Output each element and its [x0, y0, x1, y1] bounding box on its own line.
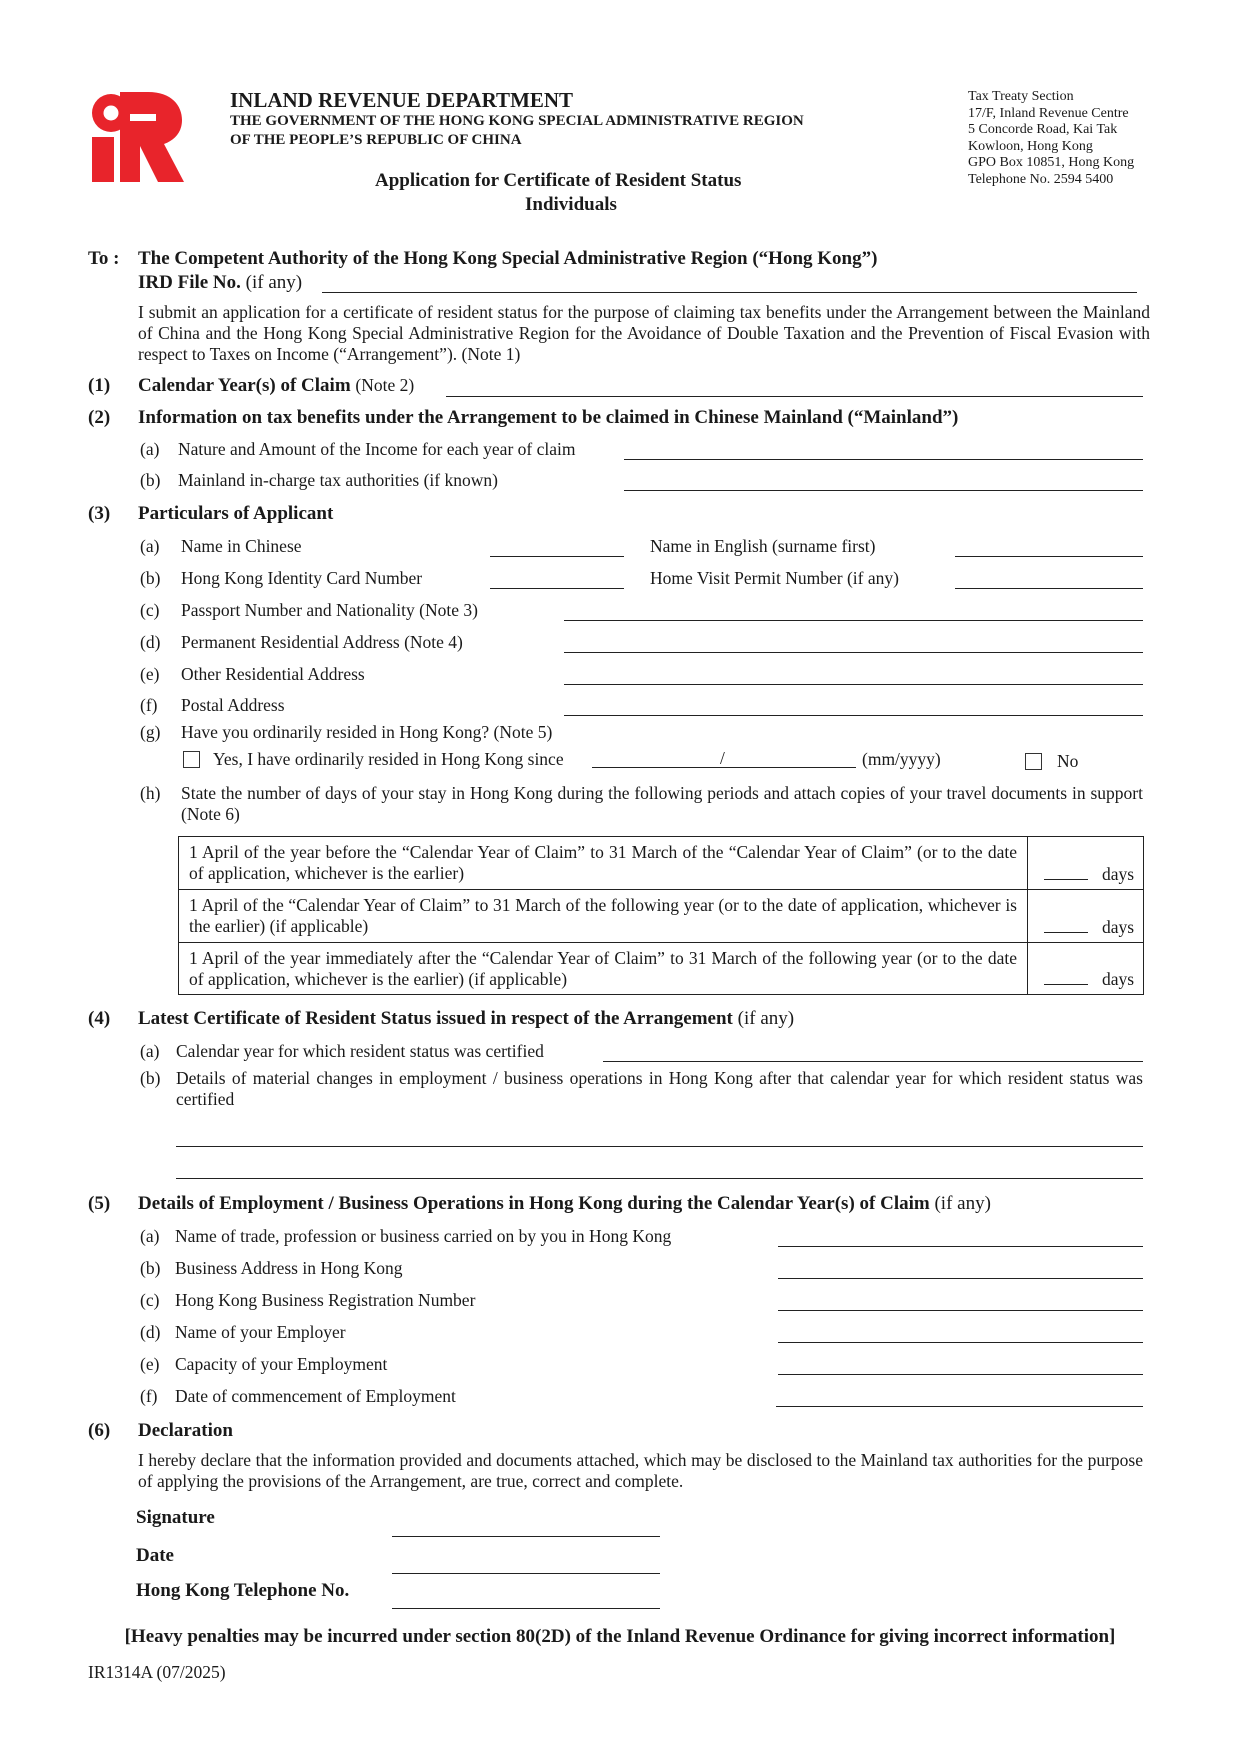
period-description: 1 April of the year before the “Calendar Year of Claim” to 31 March of the “Calendar Year of Claim” (or to the date of application, whichever is the earlier)	[179, 837, 1028, 890]
days-cell[interactable]	[1028, 837, 1144, 890]
item-label: (e)	[140, 1354, 160, 1374]
employer-name-label: Name of your Employer	[175, 1322, 346, 1342]
period-description: 1 April of the “Calendar Year of Claim” to 31 March of the following year (or to the date of application, whichever is the earlier) (if applicable)	[179, 890, 1028, 943]
item-label: (b)	[140, 1258, 161, 1278]
section6-number: (6)	[88, 1420, 111, 1441]
signature-field[interactable]	[392, 1536, 660, 1537]
office-address: Tax Treaty Section 17/F, Inland Revenue Centre 5 Concorde Road, Kai Tak Kowloon, Hong Kong GPO Box 10851, Hong Kong Telephone No. 2594 5400	[968, 89, 1135, 187]
section2-number: (2)	[88, 407, 111, 428]
penalty-warning: [Heavy penalties may be incurred under section 80(2D) of the Inland Revenue Ordinance for giving incorrect information]	[124, 1626, 1116, 1647]
resided-no-label: No	[1057, 751, 1079, 771]
ordinarily-resided-question: Have you ordinarily resided in Hong Kong? (Note 5)	[181, 722, 553, 742]
ird-file-label: IRD File No. (if any)	[138, 272, 303, 293]
government-line1: THE GOVERNMENT OF THE HONG KONG SPECIAL ADMINISTRATIVE REGION	[230, 113, 804, 129]
home-visit-permit-label: Home Visit Permit Number (if any)	[650, 568, 899, 588]
date-format-hint: (mm/yyyy)	[862, 749, 941, 769]
days-label: days	[1102, 969, 1135, 989]
passport-field[interactable]	[564, 620, 1143, 621]
period-description: 1 April of the year immediately after the “Calendar Year of Claim” to 31 March of the following year (or to the date of application, whichever is the earlier) (if applicable)	[179, 943, 1028, 995]
item-label: (b)	[140, 1068, 161, 1088]
days-row	[179, 943, 1144, 995]
form-code: IR1314A (07/2025)	[88, 1662, 226, 1682]
commencement-date-field[interactable]	[776, 1406, 1143, 1407]
resided-no-checkbox[interactable]	[1025, 753, 1042, 770]
passport-label: Passport Number and Nationality (Note 3)	[181, 600, 478, 620]
date-field[interactable]	[392, 1573, 660, 1574]
days-field[interactable]	[1044, 879, 1088, 880]
item-label: (c)	[140, 600, 160, 620]
business-address-field[interactable]	[778, 1278, 1143, 1279]
date-separator: /	[720, 748, 725, 768]
calendar-year-field[interactable]	[446, 396, 1143, 397]
authority-name: The Competent Authority of the Hong Kong Special Administrative Region (“Hong Kong”)	[138, 248, 878, 269]
employment-capacity-label: Capacity of your Employment	[175, 1354, 388, 1374]
section2-title: Information on tax benefits under the Arrangement to be claimed in Chinese Mainland (“Mainland”)	[138, 407, 959, 428]
item-label: (f)	[140, 695, 158, 715]
postal-address-label: Postal Address	[181, 695, 285, 715]
material-changes-field-2[interactable]	[176, 1178, 1143, 1179]
br-number-field[interactable]	[778, 1310, 1143, 1311]
date-label: Date	[136, 1545, 174, 1566]
days-row	[179, 890, 1144, 943]
br-number-label: Hong Kong Business Registration Number	[175, 1290, 476, 1310]
department-name: INLAND REVENUE DEPARTMENT	[230, 88, 574, 112]
material-changes-field-1[interactable]	[176, 1146, 1143, 1147]
name-english-field[interactable]	[955, 556, 1143, 557]
item-label: (b)	[140, 568, 161, 588]
material-changes-label: Details of material changes in employment / business operations in Hong Kong after that calendar year for which resident status was certified	[176, 1068, 1143, 1109]
item-label: (b)	[140, 470, 161, 490]
resided-yes-label: Yes, I have ordinarily resided in Hong Kong since	[213, 749, 564, 769]
section5-number: (5)	[88, 1193, 111, 1214]
home-visit-permit-field[interactable]	[955, 588, 1143, 589]
days-stay-instruction: State the number of days of your stay in Hong Kong during the following periods and attach copies of your travel documents in support (Note 6)	[181, 783, 1143, 824]
name-english-label: Name in English (surname first)	[650, 536, 876, 556]
other-address-label: Other Residential Address	[181, 664, 365, 684]
name-chinese-label: Name in Chinese	[181, 536, 302, 556]
commencement-date-label: Date of commencement of Employment	[175, 1386, 456, 1406]
item-label: (f)	[140, 1386, 158, 1406]
postal-address-field[interactable]	[564, 715, 1143, 716]
ird-logo	[90, 92, 184, 182]
item-label: (d)	[140, 1322, 161, 1342]
section6-title: Declaration	[138, 1420, 233, 1441]
section4-number: (4)	[88, 1008, 111, 1029]
signature-label: Signature	[136, 1507, 215, 1528]
days-stay-table	[178, 836, 1144, 995]
days-label: days	[1102, 917, 1135, 937]
item-label: (e)	[140, 664, 160, 684]
days-label: days	[1102, 864, 1135, 884]
phone-field[interactable]	[392, 1608, 660, 1609]
employer-name-field[interactable]	[778, 1342, 1143, 1343]
days-row	[179, 837, 1144, 890]
item-label: (a)	[140, 439, 160, 459]
trade-name-field[interactable]	[778, 1246, 1143, 1247]
declaration-text: I hereby declare that the information provided and documents attached, which may be disclosed to the Mainland tax authorities for the purpose of applying the provisions of the Arrangement, are true, correct and complete.	[138, 1450, 1143, 1491]
item-label: (g)	[140, 722, 161, 742]
phone-label: Hong Kong Telephone No.	[136, 1580, 350, 1601]
days-cell[interactable]	[1028, 890, 1144, 943]
ird-file-field[interactable]	[322, 292, 1137, 293]
item-label: (a)	[140, 536, 160, 556]
name-chinese-field[interactable]	[490, 556, 624, 557]
item-label: (h)	[140, 783, 161, 803]
section3-number: (3)	[88, 503, 111, 524]
certified-year-field[interactable]	[603, 1061, 1143, 1062]
section3-title: Particulars of Applicant	[138, 503, 334, 524]
business-address-label: Business Address in Hong Kong	[175, 1258, 403, 1278]
employment-capacity-field[interactable]	[778, 1374, 1143, 1375]
resided-yes-checkbox[interactable]	[183, 751, 200, 768]
item-label: (d)	[140, 632, 161, 652]
section4-title: Latest Certificate of Resident Status issued in respect of the Arrangement (if any)	[138, 1008, 795, 1029]
days-field[interactable]	[1044, 984, 1088, 985]
item-label: (a)	[140, 1041, 160, 1061]
tax-authority-label: Mainland in-charge tax authorities (if known)	[178, 470, 498, 490]
item-label: (a)	[140, 1226, 160, 1246]
intro-text: I submit an application for a certificate of resident status for the purpose of claiming tax benefits under the Arrangement between the Mainland of China and the Hong Kong Special Administrative Region for the Avoidance of Double Taxation and the Prevention of Fiscal Evasion with respect to Taxes on Income (“Arrangement”). (Note 1)	[138, 302, 1150, 364]
section1-number: (1)	[88, 375, 111, 396]
government-line2: OF THE PEOPLE’S REPUBLIC OF CHINA	[230, 132, 522, 148]
days-field[interactable]	[1044, 932, 1088, 933]
section5-title: Details of Employment / Business Operations in Hong Kong during the Calendar Year(s) of Claim (if any)	[138, 1193, 991, 1214]
days-cell[interactable]	[1028, 943, 1144, 995]
other-address-field[interactable]	[564, 684, 1143, 685]
tax-authority-field[interactable]	[624, 490, 1143, 491]
permanent-address-label: Permanent Residential Address (Note 4)	[181, 632, 463, 652]
hkid-label: Hong Kong Identity Card Number	[181, 568, 423, 588]
income-nature-field[interactable]	[624, 459, 1143, 460]
income-nature-label: Nature and Amount of the Income for each year of claim	[178, 439, 576, 459]
trade-name-label: Name of trade, profession or business carried on by you in Hong Kong	[175, 1226, 672, 1246]
form-title: Application for Certificate of Resident Status	[375, 170, 742, 191]
form-subtitle: Individuals	[525, 194, 617, 215]
certified-year-label: Calendar year for which resident status was certified	[176, 1041, 544, 1061]
hkid-field[interactable]	[490, 588, 624, 589]
permanent-address-field[interactable]	[564, 652, 1143, 653]
to-label: To :	[88, 248, 120, 269]
section1-title: Calendar Year(s) of Claim (Note 2)	[138, 375, 415, 396]
item-label: (c)	[140, 1290, 160, 1310]
